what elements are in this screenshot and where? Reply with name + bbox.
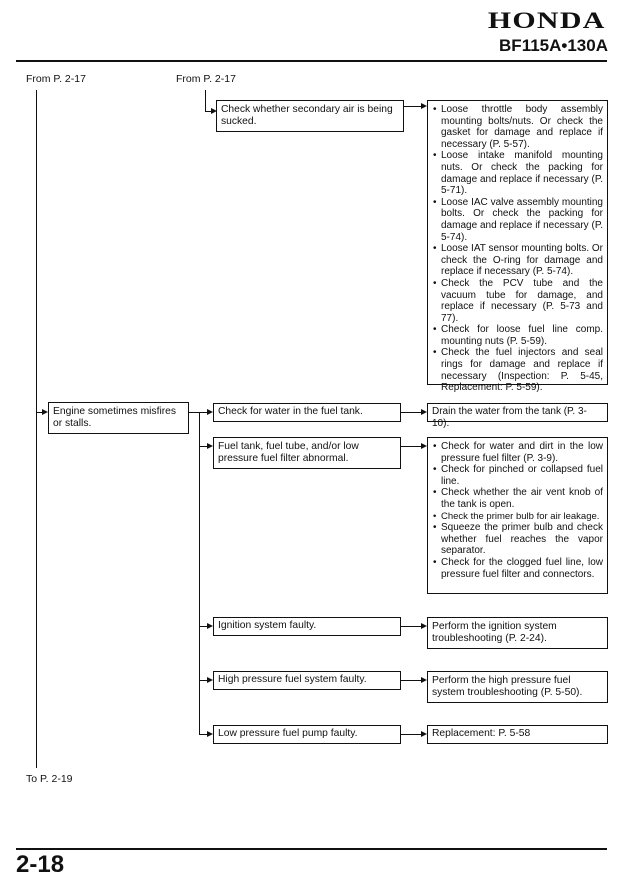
secondary-air-check-text: Check whether secondary air is being sucked. bbox=[221, 104, 393, 127]
high-pressure-action-box bbox=[427, 671, 608, 703]
high-pressure-text: High pressure fuel system faulty. bbox=[218, 674, 367, 685]
water-action-box bbox=[427, 403, 608, 429]
footer-rule bbox=[16, 848, 607, 850]
header-rule bbox=[16, 60, 607, 62]
low-pump-box bbox=[213, 725, 401, 744]
action-item: • Squeeze the primer bulb and check whether fuel reaches the vapor separator. bbox=[432, 522, 603, 557]
action-item: • Check the primer bulb for air leakage. bbox=[432, 511, 603, 523]
action-item: • Check the fuel injectors and seal rings for damage and replace if necessary (Inspection: P. 5-45, Replacement: P. 5-59). bbox=[432, 347, 603, 393]
secondary-air-actions-box bbox=[427, 100, 608, 394]
secondary-air-check-box bbox=[216, 100, 404, 132]
low-pump-action-text: Replacement: P. 5-58 bbox=[432, 728, 531, 739]
ignition-action-box bbox=[427, 617, 608, 649]
fuel-abnormal-box bbox=[213, 437, 401, 469]
action-item: • Check for pinched or collapsed fuel line. bbox=[432, 464, 603, 487]
action-item: • Loose IAT sensor mounting bolts. Or check the O-ring for damage and replace if necessary (P. 5-74). bbox=[432, 243, 603, 278]
low-pump-action-box bbox=[427, 725, 608, 744]
connector-line bbox=[36, 90, 37, 768]
connector-line bbox=[199, 412, 200, 734]
action-item: • Check the PCV tube and the vacuum tube for damage, and replace if necessary (P. 5-73 and 77). bbox=[432, 278, 603, 324]
action-item: • Loose intake manifold mounting nuts. Or check the packing for damage and replace if necessary (P. 5-71). bbox=[432, 150, 603, 196]
action-item: • Check for loose fuel line comp. mounting nuts (P. 5-59). bbox=[432, 324, 603, 347]
model-title: BF115A•130A bbox=[499, 36, 608, 55]
honda-logo: HONDA bbox=[488, 8, 606, 33]
ignition-action-text: Perform the ignition system troubleshooting (P. 2-24). bbox=[432, 621, 557, 644]
high-pressure-box bbox=[213, 671, 401, 690]
symptom-text: Engine sometimes misfires or stalls. bbox=[53, 406, 177, 429]
to-ref-bottom: To P. 2-19 bbox=[26, 773, 73, 785]
fuel-abnormal-text: Fuel tank, fuel tube, and/or low pressure fuel filter abnormal. bbox=[218, 441, 359, 464]
connector-line bbox=[205, 90, 206, 112]
water-action-text: Drain the water from the tank (P. 3-10). bbox=[432, 406, 587, 429]
action-item: • Loose IAC valve assembly mounting bolts. Or check the packing for damage and replace if necessary (P. 5-74). bbox=[432, 197, 603, 243]
water-check-box bbox=[213, 403, 401, 422]
from-ref-right: From P. 2-17 bbox=[176, 73, 236, 85]
action-item: • Loose throttle body assembly mounting bolts/nuts. Or check the gasket for damage and replace if necessary (P. 5-57). bbox=[432, 104, 603, 150]
high-pressure-action-text: Perform the high pressure fuel system troubleshooting (P. 5-50). bbox=[432, 675, 583, 698]
page-number: 2-18 bbox=[16, 851, 65, 878]
low-pump-text: Low pressure fuel pump faulty. bbox=[218, 728, 358, 739]
action-item: • Check for the clogged fuel line, low pressure fuel filter and connectors. bbox=[432, 557, 603, 580]
fuel-actions-box bbox=[427, 437, 608, 594]
action-item: • Check for water and dirt in the low pressure fuel filter (P. 3-9). bbox=[432, 441, 603, 464]
ignition-box bbox=[213, 617, 401, 636]
water-check-text: Check for water in the fuel tank. bbox=[218, 406, 363, 417]
from-ref-left: From P. 2-17 bbox=[26, 73, 86, 85]
action-item: • Check whether the air vent knob of the tank is open. bbox=[432, 487, 603, 510]
symptom-box bbox=[48, 402, 189, 434]
ignition-text: Ignition system faulty. bbox=[218, 620, 317, 631]
